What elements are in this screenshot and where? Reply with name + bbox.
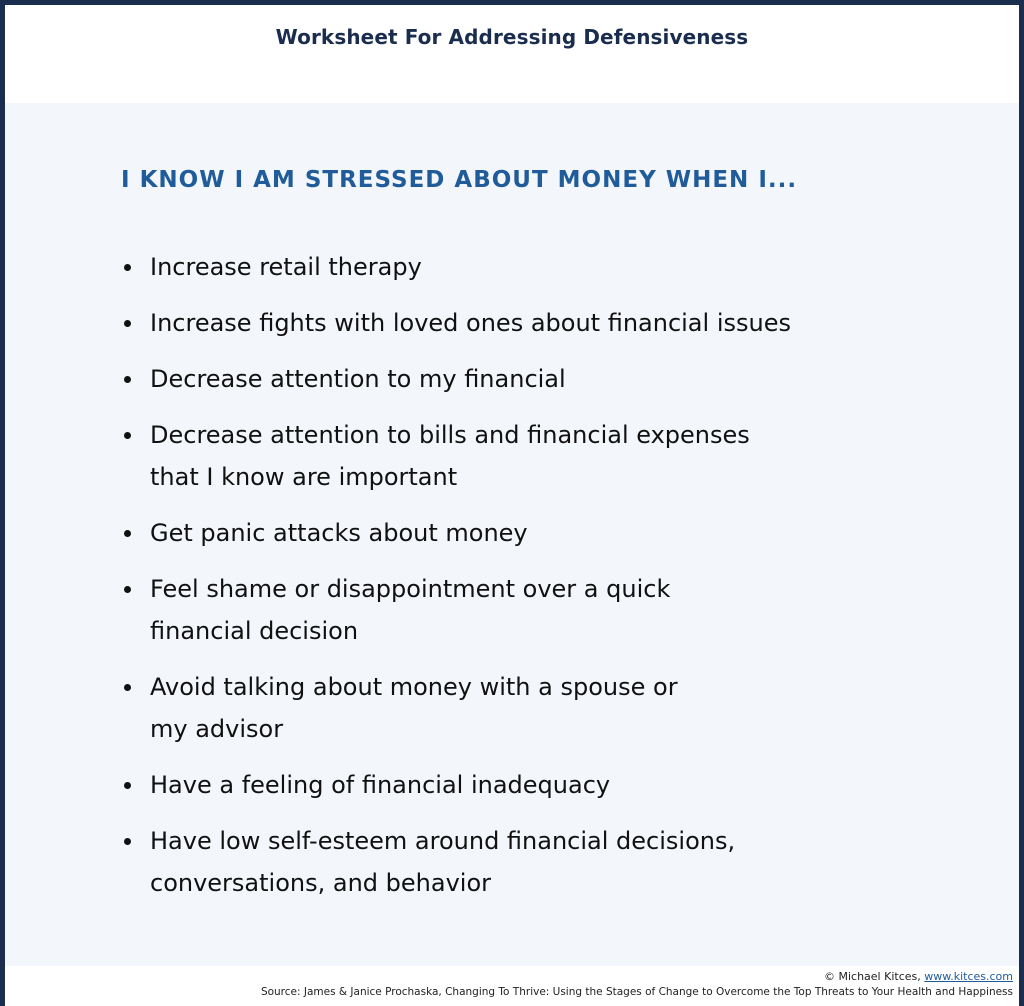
site-link[interactable]: www.kitces.com [924, 970, 1013, 983]
bullet-icon [124, 376, 131, 383]
list-item-text-continued: my advisor [150, 715, 284, 743]
list-item-text: Increase retail therapy [150, 253, 422, 281]
bullet-list [121, 246, 901, 918]
bullet-icon [124, 432, 131, 439]
list-item [121, 246, 901, 288]
list-item-text-continued: that I know are important [150, 463, 458, 491]
bullet-icon [124, 320, 131, 327]
list-item-text: Avoid talking about money with a spouse or [150, 673, 678, 701]
list-item [121, 764, 901, 806]
list-item [121, 568, 901, 652]
list-item [121, 820, 901, 904]
header [5, 5, 1019, 103]
bullet-icon [124, 586, 131, 593]
list-item-text-continued: financial decision [150, 617, 359, 645]
content-panel [5, 103, 1019, 966]
list-item-text: Get panic attacks about money [150, 519, 528, 547]
list-item-text: Have low self-esteem around financial decisions, [150, 827, 736, 855]
copyright-text: © Michael Kitces, [823, 970, 921, 983]
bullet-icon [124, 782, 131, 789]
source-citation: Source: James & Janice Prochaska, Changing To Thrive: Using the Stages of Change to Overcome the Top Threats to Your Health and Happiness [260, 986, 1013, 998]
list-item [121, 512, 901, 554]
bullet-icon [124, 838, 131, 845]
page-title: Worksheet For Addressing Defensiveness [275, 25, 749, 49]
list-item [121, 358, 901, 400]
list-item-text: Increase fights with loved ones about financial issues [150, 309, 791, 337]
bullet-icon [124, 530, 131, 537]
section-heading: I KNOW I AM STRESSED ABOUT MONEY WHEN I... [121, 167, 798, 193]
footer [5, 966, 1019, 1006]
list-item-text: Feel shame or disappointment over a quick [150, 575, 671, 603]
list-item-text: Have a feeling of financial inadequacy [150, 771, 611, 799]
list-item [121, 666, 901, 750]
bullet-icon [124, 684, 131, 691]
copyright-line [824, 970, 1013, 983]
list-item-text: Decrease attention to bills and financial expenses [150, 421, 750, 449]
list-item [121, 414, 901, 498]
bullet-icon [124, 264, 131, 271]
list-item [121, 302, 901, 344]
list-item-text: Decrease attention to my financial [150, 365, 566, 393]
list-item-text-continued: conversations, and behavior [150, 869, 491, 897]
